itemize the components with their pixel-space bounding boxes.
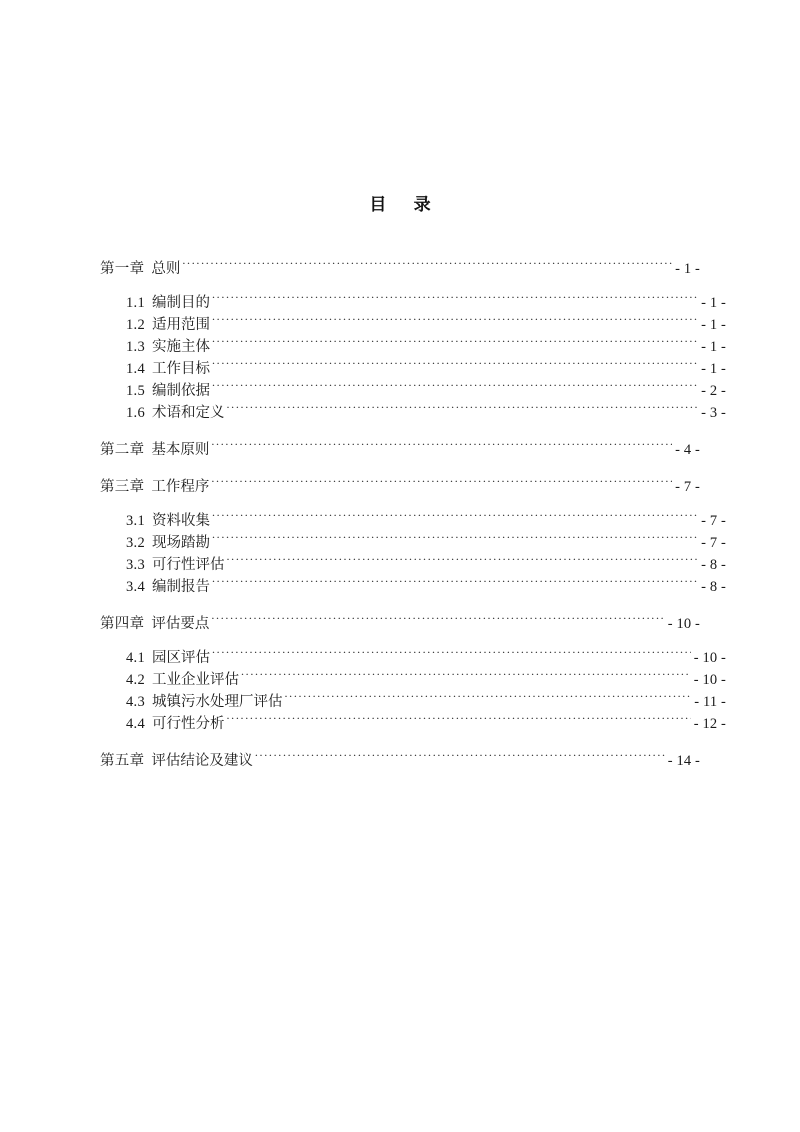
toc-entry-label — [126, 337, 211, 359]
toc-section-entry[interactable] — [100, 358, 726, 380]
toc-dot-leader — [227, 402, 699, 417]
toc-dot-leader — [212, 576, 698, 591]
toc-entry-number: 1.2 — [126, 316, 145, 333]
toc-dot-leader — [212, 358, 698, 373]
toc-entry-title: 可行性评估 — [152, 556, 225, 573]
toc-entry-label — [126, 403, 226, 425]
toc-entry-title: 术语和定义 — [152, 404, 225, 421]
toc-entry-page-number: - 12 - — [693, 715, 726, 732]
toc-entry-label — [126, 692, 284, 714]
toc-dot-leader — [212, 314, 698, 329]
toc-entry-number: 3.2 — [126, 534, 145, 551]
toc-entry-page-number: - 1 - — [675, 260, 700, 277]
toc-entry-title: 工作目标 — [152, 360, 210, 377]
toc-section-entry[interactable] — [100, 576, 726, 598]
toc-entry-title: 园区评估 — [152, 649, 210, 666]
toc-entry-number: 4.3 — [126, 693, 145, 710]
toc-entry-number: 第四章 — [100, 615, 145, 632]
toc-entry-page-number: - 7 - — [701, 512, 726, 529]
toc-entry-page-number: - 11 - — [694, 693, 726, 710]
toc-dot-leader — [211, 476, 672, 491]
toc-dot-leader — [241, 669, 691, 684]
toc-entry-number: 1.4 — [126, 360, 145, 377]
toc-entry-page-number: - 4 - — [675, 441, 700, 458]
toc-entry-page-number: - 8 - — [701, 578, 726, 595]
toc-entry-label — [100, 440, 210, 462]
toc-entry-title: 评估结论及建议 — [151, 752, 253, 769]
toc-dot-leader — [227, 713, 691, 728]
toc-dot-leader — [227, 554, 699, 569]
toc-section-entry[interactable] — [100, 402, 726, 424]
toc-entry-page-number: - 10 - — [693, 671, 726, 688]
toc-entry-title: 总则 — [151, 260, 181, 277]
toc-entry-number: 第五章 — [100, 752, 145, 769]
toc-section-entry[interactable] — [100, 510, 726, 532]
toc-entry-title: 可行性分析 — [152, 715, 225, 732]
toc-chapter-entry[interactable] — [100, 476, 700, 498]
toc-entry-number: 第二章 — [100, 441, 145, 458]
toc-entry-page-number: - 10 - — [667, 615, 700, 632]
toc-entry-title: 工业企业评估 — [152, 671, 239, 688]
toc-entry-label — [100, 751, 254, 773]
toc-entry-number: 1.5 — [126, 382, 145, 399]
toc-dot-leader — [212, 647, 691, 662]
toc-entry-title: 编制目的 — [152, 294, 210, 311]
toc-chapter-entry[interactable] — [100, 258, 700, 280]
toc-entry-page-number: - 2 - — [701, 382, 726, 399]
toc-entry-page-number: - 8 - — [701, 556, 726, 573]
toc-section-entry[interactable] — [100, 292, 726, 314]
toc-section-entry[interactable] — [100, 554, 726, 576]
toc-entry-label — [126, 648, 211, 670]
toc-entry-label — [126, 359, 211, 381]
toc-entry-number: 3.4 — [126, 578, 145, 595]
toc-section-entry[interactable] — [100, 647, 726, 669]
toc-dot-leader — [211, 613, 664, 628]
toc-entry-label — [126, 533, 211, 555]
toc-section-entry[interactable] — [100, 691, 726, 713]
toc-entry-label — [126, 381, 211, 403]
toc-dot-leader — [255, 750, 665, 765]
toc-entry-title: 适用范围 — [152, 316, 210, 333]
toc-dot-leader — [285, 691, 692, 706]
toc-entry-label — [126, 577, 211, 599]
toc-entry-title: 实施主体 — [152, 338, 210, 355]
toc-entry-title: 资料收集 — [152, 512, 210, 529]
toc-entry-label — [126, 293, 211, 315]
toc-chapter-entry[interactable] — [100, 613, 700, 635]
toc-entry-number: 1.3 — [126, 338, 145, 355]
toc-dot-leader — [212, 380, 698, 395]
toc-entry-title: 城镇污水处理厂评估 — [152, 693, 283, 710]
toc-entry-title: 评估要点 — [151, 615, 210, 632]
toc-dot-leader — [212, 510, 698, 525]
toc-entry-title: 工作程序 — [151, 478, 210, 495]
toc-section-entry[interactable] — [100, 669, 726, 691]
toc-entry-label — [126, 555, 226, 577]
toc-entry-number: 3.3 — [126, 556, 145, 573]
toc-entry-page-number: - 3 - — [701, 404, 726, 421]
toc-entry-title: 编制报告 — [152, 578, 210, 595]
toc-entry-number: 4.1 — [126, 649, 145, 666]
toc-entry-title: 基本原则 — [151, 441, 210, 458]
toc-entry-page-number: - 14 - — [667, 752, 700, 769]
toc-entry-number: 1.1 — [126, 294, 145, 311]
toc-entry-number: 3.1 — [126, 512, 145, 529]
toc-entry-label — [126, 714, 226, 736]
toc-dot-leader — [212, 336, 698, 351]
toc-section-entry[interactable] — [100, 380, 726, 402]
toc-entry-page-number: - 7 - — [675, 478, 700, 495]
toc-entry-label — [100, 259, 181, 281]
toc-chapter-entry[interactable] — [100, 439, 700, 461]
toc-entry-number: 1.6 — [126, 404, 145, 421]
toc-chapter-entry[interactable] — [100, 750, 700, 772]
toc-entry-label — [100, 477, 210, 499]
toc-section-entry[interactable] — [100, 713, 726, 735]
toc-dot-leader — [211, 439, 672, 454]
toc-entry-page-number: - 1 - — [701, 294, 726, 311]
toc-entry-label — [126, 511, 211, 533]
toc-entry-label — [126, 315, 211, 337]
toc-dot-leader — [182, 258, 672, 273]
toc-section-entry[interactable] — [100, 336, 726, 358]
toc-entry-page-number: - 1 - — [701, 360, 726, 377]
toc-section-entry[interactable] — [100, 532, 726, 554]
toc-entry-title: 编制依据 — [152, 382, 210, 399]
toc-entry-page-number: - 1 - — [701, 316, 726, 333]
toc-entry-page-number: - 10 - — [693, 649, 726, 666]
toc-entry-title: 现场踏勘 — [152, 534, 210, 551]
toc-section-entry[interactable] — [100, 314, 726, 336]
table-of-contents — [100, 258, 726, 772]
toc-entry-number: 4.2 — [126, 671, 145, 688]
toc-entry-label — [126, 670, 240, 692]
toc-entry-label — [100, 614, 210, 636]
toc-entry-number: 第一章 — [100, 260, 145, 277]
toc-entry-page-number: - 1 - — [701, 338, 726, 355]
toc-dot-leader — [212, 292, 698, 307]
toc-entry-page-number: - 7 - — [701, 534, 726, 551]
toc-entry-number: 4.4 — [126, 715, 145, 732]
page-title: 目 录 — [369, 195, 436, 214]
toc-entry-number: 第三章 — [100, 478, 145, 495]
toc-dot-leader — [212, 532, 698, 547]
